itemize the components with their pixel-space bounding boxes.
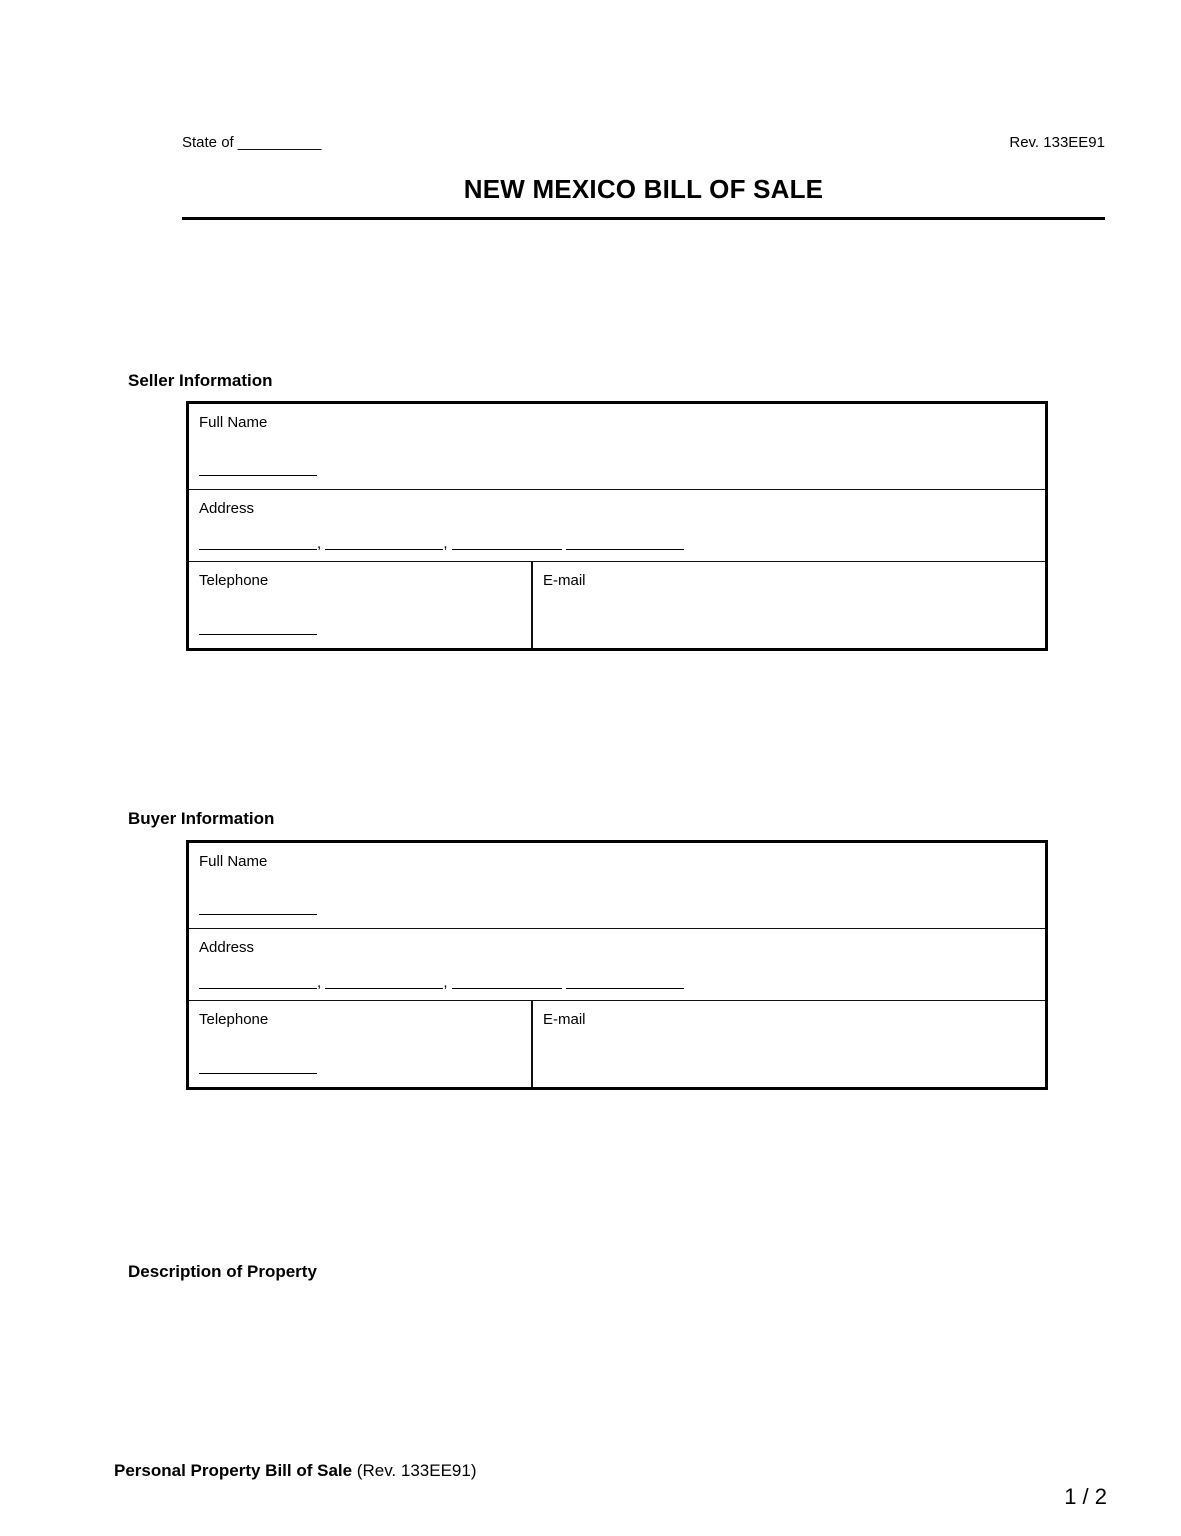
buyer-full-name-cell[interactable] xyxy=(189,843,1045,928)
blank-line-state xyxy=(452,539,562,550)
header-divider xyxy=(182,217,1105,220)
seller-telephone-cell[interactable] xyxy=(189,562,533,648)
address-separator-1: , xyxy=(317,974,322,992)
revision-code: Rev. 133EE91 xyxy=(1009,134,1105,151)
buyer-address-input[interactable] xyxy=(199,975,684,990)
seller-section-heading: Seller Information xyxy=(128,371,273,390)
address-separator-2: , xyxy=(443,974,448,992)
buyer-telephone-input[interactable] xyxy=(199,1060,317,1075)
blank-line-city xyxy=(325,978,443,989)
table-row xyxy=(189,404,1045,490)
buyer-telephone-cell[interactable] xyxy=(189,1001,533,1087)
footer-document-title xyxy=(114,1461,477,1481)
seller-address-label: Address xyxy=(199,500,255,517)
blank-line-street xyxy=(199,978,317,989)
page-title: NEW MEXICO BILL OF SALE xyxy=(463,174,824,204)
seller-full-name-cell[interactable] xyxy=(189,404,1045,489)
seller-telephone-input[interactable] xyxy=(199,621,317,636)
blank-line-city xyxy=(325,539,443,550)
property-section-heading: Description of Property xyxy=(128,1262,317,1281)
seller-address-cell[interactable] xyxy=(189,490,1045,561)
footer-title-revision: (Rev. 133EE91) xyxy=(352,1461,477,1480)
buyer-information-table xyxy=(186,840,1048,1090)
address-separator-1: , xyxy=(317,535,322,553)
seller-full-name-input[interactable] xyxy=(199,462,317,477)
buyer-address-cell[interactable] xyxy=(189,929,1045,1000)
address-separator-2: , xyxy=(443,535,448,553)
buyer-email-cell[interactable] xyxy=(533,1001,1045,1087)
buyer-section-heading: Buyer Information xyxy=(128,809,275,828)
seller-email-label: E-mail xyxy=(543,572,586,589)
buyer-address-label: Address xyxy=(199,939,255,956)
blank-line-state xyxy=(452,978,562,989)
blank-line xyxy=(199,465,317,476)
state-of-field[interactable]: State of __________ xyxy=(182,134,322,151)
table-row xyxy=(189,843,1045,929)
buyer-email-label: E-mail xyxy=(543,1011,586,1028)
table-row xyxy=(189,1001,1045,1087)
page-number: 1 / 2 xyxy=(1064,1484,1107,1509)
blank-line-zip xyxy=(566,978,684,989)
seller-address-input[interactable] xyxy=(199,536,684,551)
table-row xyxy=(189,490,1045,562)
buyer-full-name-input[interactable] xyxy=(199,901,317,916)
blank-line-street xyxy=(199,539,317,550)
document-header xyxy=(182,134,1105,220)
seller-email-cell[interactable] xyxy=(533,562,1045,648)
blank-line-zip xyxy=(566,539,684,550)
seller-full-name-label: Full Name xyxy=(199,414,268,431)
blank-line xyxy=(199,1063,317,1074)
seller-telephone-label: Telephone xyxy=(199,572,269,589)
blank-line xyxy=(199,904,317,915)
header-meta-row xyxy=(182,134,1105,152)
buyer-telephone-label: Telephone xyxy=(199,1011,269,1028)
table-row xyxy=(189,562,1045,648)
table-row xyxy=(189,929,1045,1001)
seller-information-table xyxy=(186,401,1048,651)
footer-title-strong: Personal Property Bill of Sale xyxy=(114,1461,353,1480)
buyer-full-name-label: Full Name xyxy=(199,853,268,870)
blank-line xyxy=(199,624,317,635)
